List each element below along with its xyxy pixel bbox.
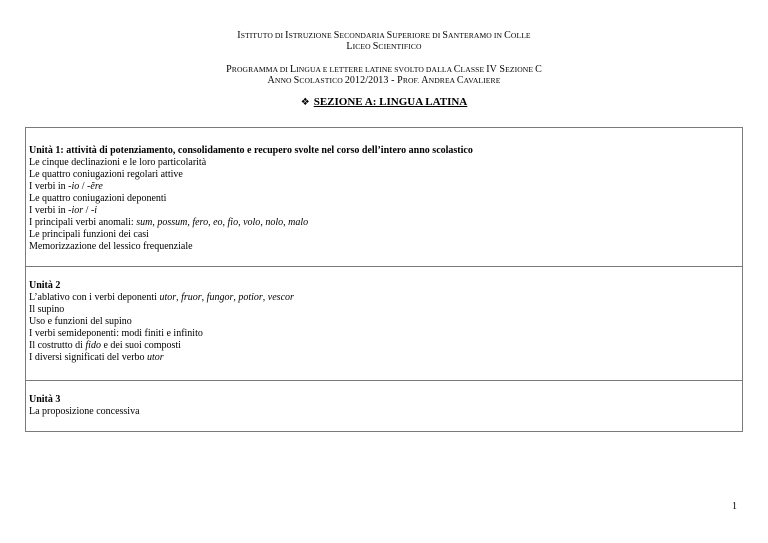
unit-title: Unità 1: attività di potenziamento, consolidamento e recupero svolte nel corso dell’intero anno scolastico [29,145,473,156]
section-title: SEZIONE A: LINGUA LATINA [313,96,468,108]
unit-line: I principali verbi anomali: sum, possum, fero, eo, fio, volo, nolo, malo [29,217,309,228]
section-heading [0,96,768,109]
school-name: ISTITUTO DI ISTRUZIONE SECONDARIA SUPERIORE DI SANTERAMO IN COLLE [237,30,531,41]
unit-line: I diversi significati del verbo utor [29,352,164,363]
unit-box-2 [25,266,743,381]
unit-line: Le cinque declinazioni e le loro particolarità [29,157,207,168]
unit-line: Uso e funzioni del supino [29,316,132,327]
unit-title: Unità 2 [29,280,61,291]
unit-line: I verbi in -io / -ĕre [29,181,103,192]
unit-box-3 [25,380,743,432]
unit-line: I verbi semideponenti: modi finiti e infinito [29,328,203,339]
unit-line: Il supino [29,304,65,315]
school-type: LICEO SCIENTIFICO [346,41,422,52]
unit-line: L’ablativo con i verbi deponenti utor, fruor, fungor, potior, vescor [29,292,294,303]
unit-line: Memorizzazione del lessico frequenziale [29,241,193,252]
unit-box-1 [25,127,743,267]
program-title: PROGRAMMA DI LINGUA E LETTERE LATINE SVOLTO DALLA CLASSE IV SEZIONE C [226,64,542,75]
unit-title: Unità 3 [29,394,61,405]
school-year: ANNO SCOLASTICO 2012/2013 - PROF. ANDREA CAVALIERE [267,75,501,86]
unit-line: Le quattro coniugazioni regolari attive [29,169,183,180]
unit-line: Le quattro coniugazioni deponenti [29,193,167,204]
unit-line: La proposizione concessiva [29,406,140,417]
unit-line: Il costrutto di fido e dei suoi composti [29,340,181,351]
diamond-bullet-icon: ❖ [300,97,310,108]
page-number: 1 [732,501,737,512]
unit-line: Le principali funzioni dei casi [29,229,149,240]
unit-line: I verbi in -ior / -i [29,205,98,216]
